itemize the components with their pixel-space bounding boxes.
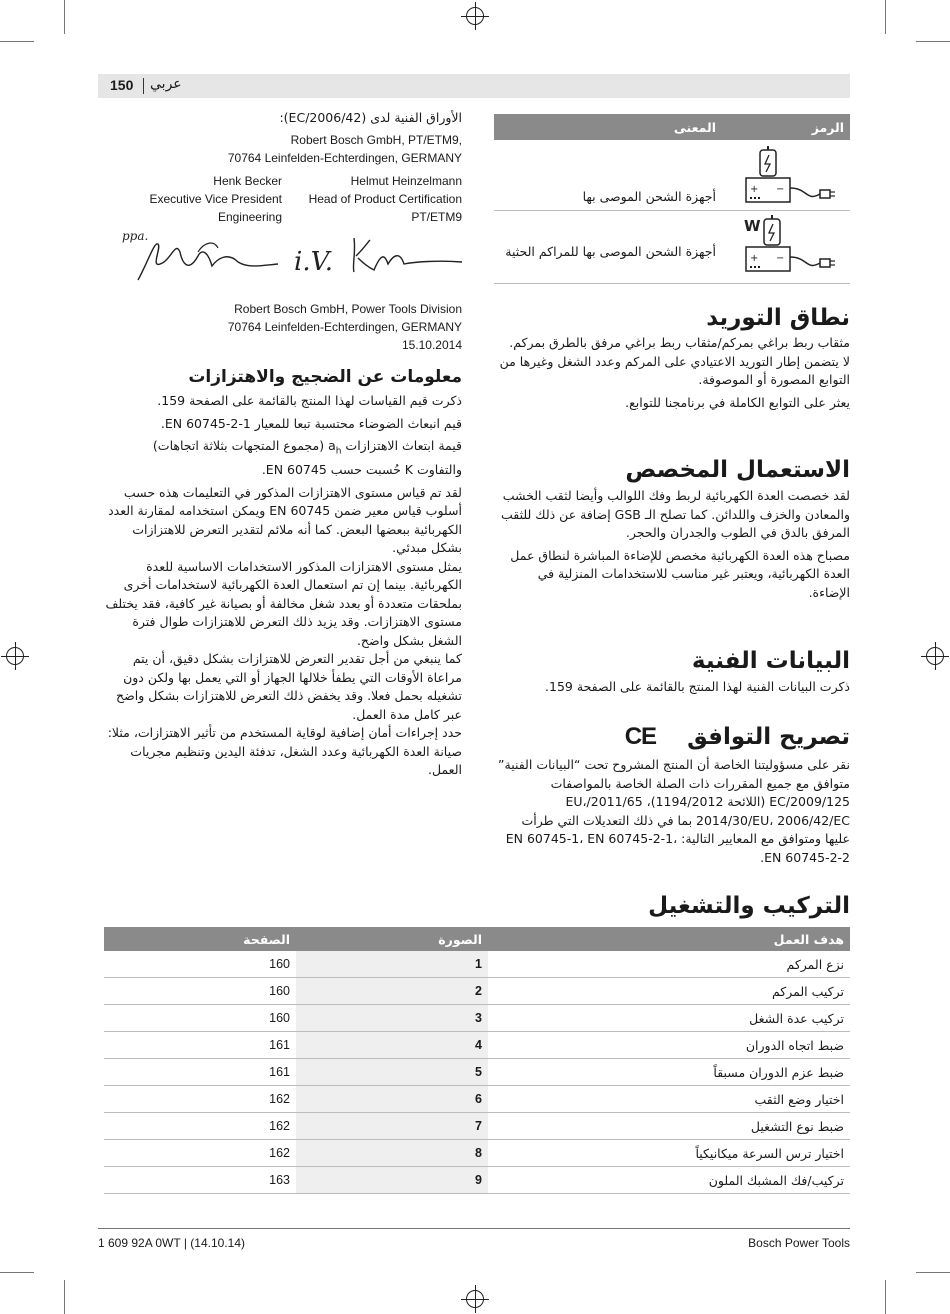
declaration-date: 15.10.2014: [401, 338, 462, 352]
table-row: [104, 1140, 850, 1167]
table-row: [104, 1005, 850, 1032]
header-language: عربي: [150, 76, 182, 92]
table-row: [104, 1059, 850, 1086]
cell-figure: 2: [296, 978, 488, 1005]
paragraph-text: (مجموع المتجهات بثلاثة اتجاهات) والتفاوت K حُسبت حسب EN 60745.: [152, 438, 462, 477]
symbol-meaning: أجهزة الشحن الموصى بها للمراكم الحثية: [505, 244, 716, 259]
assembly-table: [104, 927, 850, 1194]
column-figure: الصورة: [296, 927, 488, 951]
cell-goal: اختيار وضع الثقب: [488, 1086, 850, 1113]
cell-figure: 8: [296, 1140, 488, 1167]
cell-figure: 7: [296, 1113, 488, 1140]
cell-page: 163: [104, 1167, 296, 1194]
cell-goal: نزع المركم: [488, 951, 850, 978]
crop-mark: [885, 0, 886, 34]
noise-section: [104, 392, 462, 780]
crop-mark: [885, 1280, 886, 1314]
column-symbol: الرمز: [811, 120, 844, 135]
cell-goal: تركيب/فك المشبك الملون: [488, 1167, 850, 1194]
registration-mark-bottom: [466, 1290, 484, 1308]
symbol-row: [494, 140, 850, 211]
signature-ppa: ppa.: [122, 229, 149, 243]
address-line: 70764 Leinfelden-Echterdingen, GERMANY: [227, 151, 462, 165]
cell-goal: تركيب عدة الشغل: [488, 1005, 850, 1032]
cell-page: 160: [104, 951, 296, 978]
cell-page: 162: [104, 1113, 296, 1140]
cell-goal: ضبط نوع التشغيل: [488, 1113, 850, 1140]
noise-heading: معلومات عن الضجيج والاهتزازات: [188, 367, 462, 387]
page-header: [98, 74, 850, 98]
svg-text:+: +: [750, 184, 759, 195]
column-goal: هدف العمل: [488, 927, 850, 951]
paragraph-text: قيمة ابتعاث الاهتزازات a: [328, 438, 462, 453]
footer-divider: [98, 1228, 850, 1229]
paragraph: لقد تم قياس مستوى الاهتزازات المذكور في التعليمات هذه حسب أسلوب قياس معير ضمن EN 60745 ويمكن استخدامه لمقارنة العدد الكهربائية ببعضها البعض. كما أنه ملائم لتقدير التعرض للاهتزازات بشكل مبدئي.: [108, 484, 462, 555]
delivery-section: [494, 334, 850, 412]
paragraph: يمثل مستوى الاهتزازات المذكور الاستخدامات الاساسية للعدة الكهربائية. بينما إن تم استعمال العدة الكهربائية لاستخدامات أخرى بملحقات متعددة أو بعدد شغل مخالفة أو بصيانة غير كافية، فقد يختلف مستوى الاهتزازات. وقد يزيد ذلك التعرض للاهتزازات طوال فترة الشغل بشكل واضح.: [105, 558, 462, 648]
paragraph: [104, 437, 462, 480]
signer-name: Helmut Heinzelmann: [350, 174, 462, 188]
crop-mark: [916, 1272, 950, 1273]
ce-mark: CE: [624, 723, 657, 750]
subscript: h: [335, 446, 342, 457]
intended-use-heading: الاستعمال المخصص: [625, 457, 850, 483]
tech-docs-address: [104, 131, 462, 167]
paragraph: نقر على مسؤوليتنا الخاصة أن المنتج المشروح تحت “البيانات الفنية” متوافق مع جميع المقررات ذات الصلة الخاصة بالمواصفات 2009/125/EC (اللائحة 1194/2012)، 2011/65/EU، 2014/30/EU، 2006/42/EC بما في ذلك التعديلات التي طرأت عليها ومتوافق مع المعايير التالية: EN 60745-1، EN 60745-2-1، EN 60745-2-2.: [498, 757, 850, 865]
page-number: 150: [110, 77, 134, 93]
crop-mark: [64, 1280, 65, 1314]
paragraph: ذكرت قيم القياسات لهذا المنتج بالقائمة على الصفحة 159.: [157, 393, 462, 408]
registration-mark-left: [6, 647, 24, 665]
assembly-heading: التركيب والتشغيل: [648, 893, 850, 919]
cell-page: 160: [104, 1005, 296, 1032]
cell-figure: 9: [296, 1167, 488, 1194]
signer-title: Executive Vice President: [149, 192, 282, 206]
paragraph: قيم انبعاث الضوضاء محتسبة تبعا للمعيار EN 60745-2-1.: [160, 415, 462, 431]
registration-mark-right: [926, 647, 944, 665]
paragraph: ذكرت البيانات الفنية لهذا المنتج بالقائمة على الصفحة 159.: [545, 679, 850, 694]
paragraph: حدد إجراءات أمان إضافية لوقاية المستخدم من تأثير الاهتزازات، مثلا: صيانة العدة الكهربائية وعدد الشغل، تدفئة اليدين وتنظيم مجريات العمل.: [107, 725, 462, 777]
column-page: الصفحة: [104, 927, 296, 951]
signer-dept: Engineering: [217, 210, 282, 224]
cell-goal: اختيار ترس السرعة ميكانيكياً: [488, 1140, 850, 1167]
paragraph: لا يتضمن إطار التوريد الاعتيادي على المركم وعدد الشغل وغيرها من التوابع المصورة أو الموصوفة.: [499, 353, 850, 387]
address-line: Robert Bosch GmbH, Power Tools Division: [234, 302, 462, 316]
paragraph: مثقاب ربط براغي بمركم/مثقاب ربط براغي مرفق بالطرق بمركم.: [509, 335, 850, 350]
table-row: [104, 1113, 850, 1140]
table-row: [104, 951, 850, 978]
paragraph: كما ينبغي من أجل تقدير التعرض للاهتزازات بشكل دقيق، أن يتم مراعاة الأوقات التي يطفأ خلالها الجهاز أو التي يعمل بها ولكن دون تشغيله بحمل فعلا. وقد يخفض ذلك التعرض للاهتزازات بشكل واضح عبر كامل مدة العمل.: [116, 651, 462, 722]
address-line: 70764 Leinfelden-Echterdingen, GERMANY: [227, 320, 462, 334]
crop-mark: [916, 41, 950, 42]
conformity-heading-row: [494, 722, 850, 754]
delivery-heading: نطاق التوريد: [706, 305, 850, 331]
cell-figure: 6: [296, 1086, 488, 1113]
cell-page: 162: [104, 1086, 296, 1113]
footer-right: Bosch Power Tools: [748, 1236, 850, 1250]
cell-goal: ضبط اتجاه الدوران: [488, 1032, 850, 1059]
cell-figure: 1: [296, 951, 488, 978]
crop-mark: [0, 1272, 34, 1273]
charger-w-icon: [742, 213, 838, 277]
signatures-image: [118, 222, 464, 288]
registration-mark-top: [466, 7, 484, 25]
cell-figure: 5: [296, 1059, 488, 1086]
technical-data-heading: البيانات الفنية: [691, 648, 850, 674]
cell-figure: 4: [296, 1032, 488, 1059]
symbol-row: [494, 211, 850, 284]
signer-dept: PT/ETM9: [411, 210, 462, 224]
signer-left: [104, 172, 282, 226]
svg-text:+: +: [750, 253, 759, 264]
table-header-row: [104, 927, 850, 951]
charger-icon: [742, 144, 838, 206]
signature-iv: i.V.: [294, 247, 334, 277]
crop-mark: [64, 0, 65, 34]
cell-page: 160: [104, 978, 296, 1005]
address-line: Robert Bosch GmbH, PT/ETM9,: [290, 133, 462, 147]
signer-name: Henk Becker: [213, 174, 282, 188]
intended-use-section: [494, 487, 850, 602]
cell-page: 161: [104, 1032, 296, 1059]
paragraph: يعثر على التوابع الكاملة في برنامجنا للتوابع.: [625, 394, 850, 410]
svg-text:−: −: [776, 184, 785, 195]
conformity-heading: تصريح التوافق: [687, 724, 850, 750]
svg-text:−: −: [776, 253, 785, 264]
footer-left: 1 609 92A 0WT | (14.10.14): [98, 1236, 245, 1250]
cell-page: 161: [104, 1059, 296, 1086]
symbol-meaning: أجهزة الشحن الموصى بها: [582, 189, 716, 204]
paragraph: لقد خصصت العدة الكهربائية لربط وفك اللوالب وأيضا لثقب الخشب والمعادن والخزف واللدائن. كما تصلح الـ GSB إضافة عن ذلك للثقب المرفق بالدق في الطوب والجدران والحجر.: [501, 488, 850, 540]
cell-goal: ضبط عزم الدوران مسبقاً: [488, 1059, 850, 1086]
signer-right: [290, 172, 462, 226]
charger-w-badge: W: [744, 217, 761, 235]
cell-page: 162: [104, 1140, 296, 1167]
column-meaning: المعنى: [673, 120, 716, 135]
table-row: [104, 1086, 850, 1113]
header-divider: [143, 78, 144, 94]
symbol-table-header: [494, 114, 850, 140]
company-address: [104, 300, 462, 354]
paragraph: مصباح هذه العدة الكهربائية مخصص للإضاءة المباشرة لنطاق عمل العدة الكهربائية، ويعتبر غير مناسب للاستخدامات المنزلية في الإضاءة.: [510, 547, 850, 600]
cell-goal: تركيب المركم: [488, 978, 850, 1005]
table-row: [104, 1032, 850, 1059]
cell-figure: 3: [296, 1005, 488, 1032]
tech-docs-line: الأوراق الفنية لدى (2006/42/EC):: [279, 110, 462, 125]
signer-title: Head of Product Certification: [308, 192, 462, 206]
table-row: [104, 978, 850, 1005]
crop-mark: [0, 41, 34, 42]
table-row: [104, 1167, 850, 1194]
